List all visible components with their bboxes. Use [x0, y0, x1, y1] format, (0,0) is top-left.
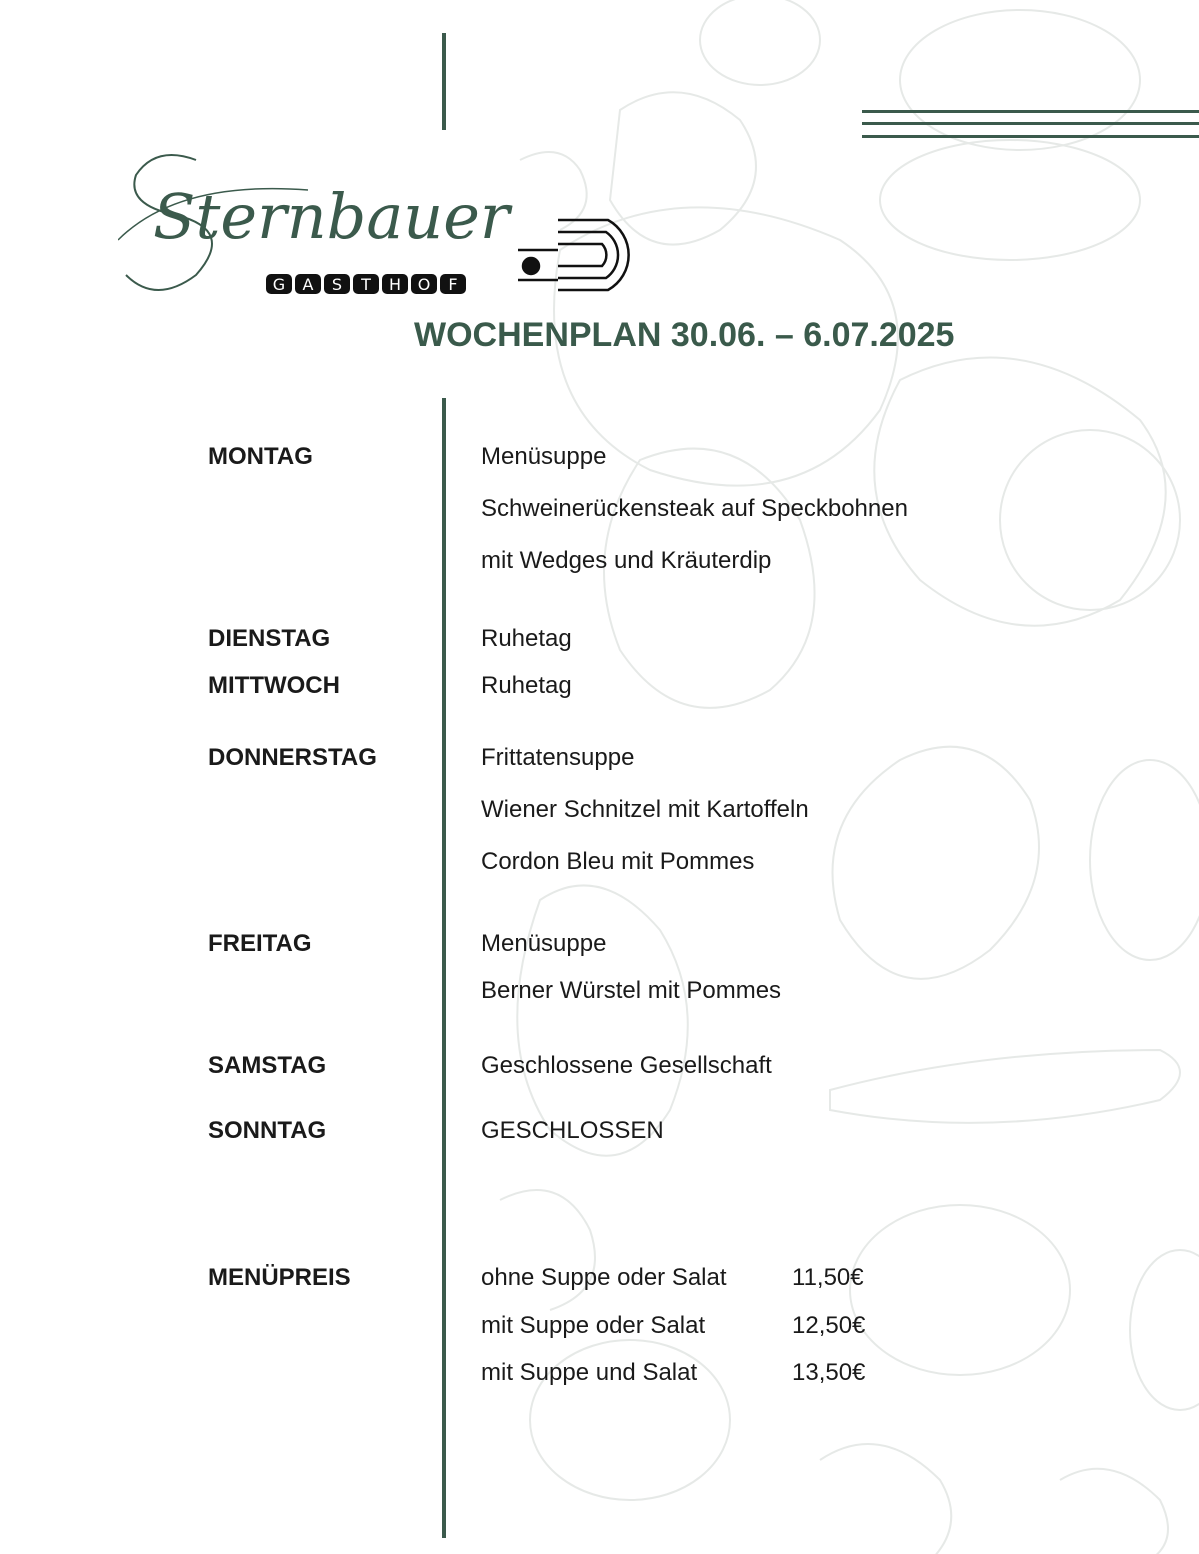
svg-text:H: H	[388, 275, 402, 294]
menu-item: Ruhetag	[481, 625, 572, 652]
header-rule-1	[862, 110, 1199, 113]
price-option-text: ohne Suppe oder Salat	[481, 1264, 727, 1291]
logo-subtitle	[266, 274, 466, 294]
svg-text:F: F	[448, 275, 458, 294]
menu-item: Cordon Bleu mit Pommes	[481, 848, 755, 875]
svg-text:A: A	[302, 275, 314, 294]
header-rule-2	[862, 122, 1199, 125]
price-option-value: 12,50€	[792, 1312, 866, 1339]
menu-item: Menüsuppe	[481, 930, 607, 957]
menu-item: GESCHLOSSEN	[481, 1117, 664, 1144]
menu-item: Schweinerückensteak auf Speckbohnen	[481, 495, 908, 522]
menu-item: Frittatensuppe	[481, 744, 635, 771]
menu-item: Berner Würstel mit Pommes	[481, 977, 782, 1004]
day-label-donnerstag: DONNERSTAG	[208, 744, 377, 771]
menu-item: Ruhetag	[481, 672, 572, 699]
price-option-value: 13,50€	[792, 1359, 866, 1386]
page-title: WOCHENPLAN 30.06. – 6.07.2025	[414, 316, 955, 354]
svg-text:O: O	[417, 275, 431, 294]
sternbauer-gasthof-logo	[118, 140, 648, 305]
svg-text:T: T	[361, 275, 371, 294]
price-option-text: mit Suppe und Salat	[481, 1359, 698, 1386]
menu-item: mit Wedges und Kräuterdip	[481, 547, 772, 574]
vertical-divider-main	[442, 398, 446, 1538]
day-label-dienstag: DIENSTAG	[208, 625, 331, 652]
price-option-value: 11,50€	[792, 1264, 864, 1291]
svg-text:G: G	[272, 275, 286, 294]
day-label-freitag: FREITAG	[208, 930, 312, 957]
menu-item: Wiener Schnitzel mit Kartoffeln	[481, 796, 809, 823]
day-label-sonntag: SONNTAG	[208, 1117, 327, 1144]
svg-text:S: S	[331, 275, 343, 294]
day-label-mittwoch: MITTWOCH	[208, 672, 340, 699]
day-label-montag: MONTAG	[208, 443, 313, 470]
menu-item: Geschlossene Gesellschaft	[481, 1052, 772, 1079]
day-label-samstag: SAMSTAG	[208, 1052, 327, 1079]
plate-cutlery-icon	[518, 220, 629, 290]
menu-item: Menüsuppe	[481, 443, 607, 470]
vertical-divider-top	[442, 33, 446, 130]
header-rule-3	[862, 135, 1199, 138]
menu-price-label: MENÜPREIS	[208, 1264, 351, 1291]
price-option-text: mit Suppe oder Salat	[481, 1312, 706, 1339]
logo-script-text: Sternbauer	[153, 180, 510, 253]
